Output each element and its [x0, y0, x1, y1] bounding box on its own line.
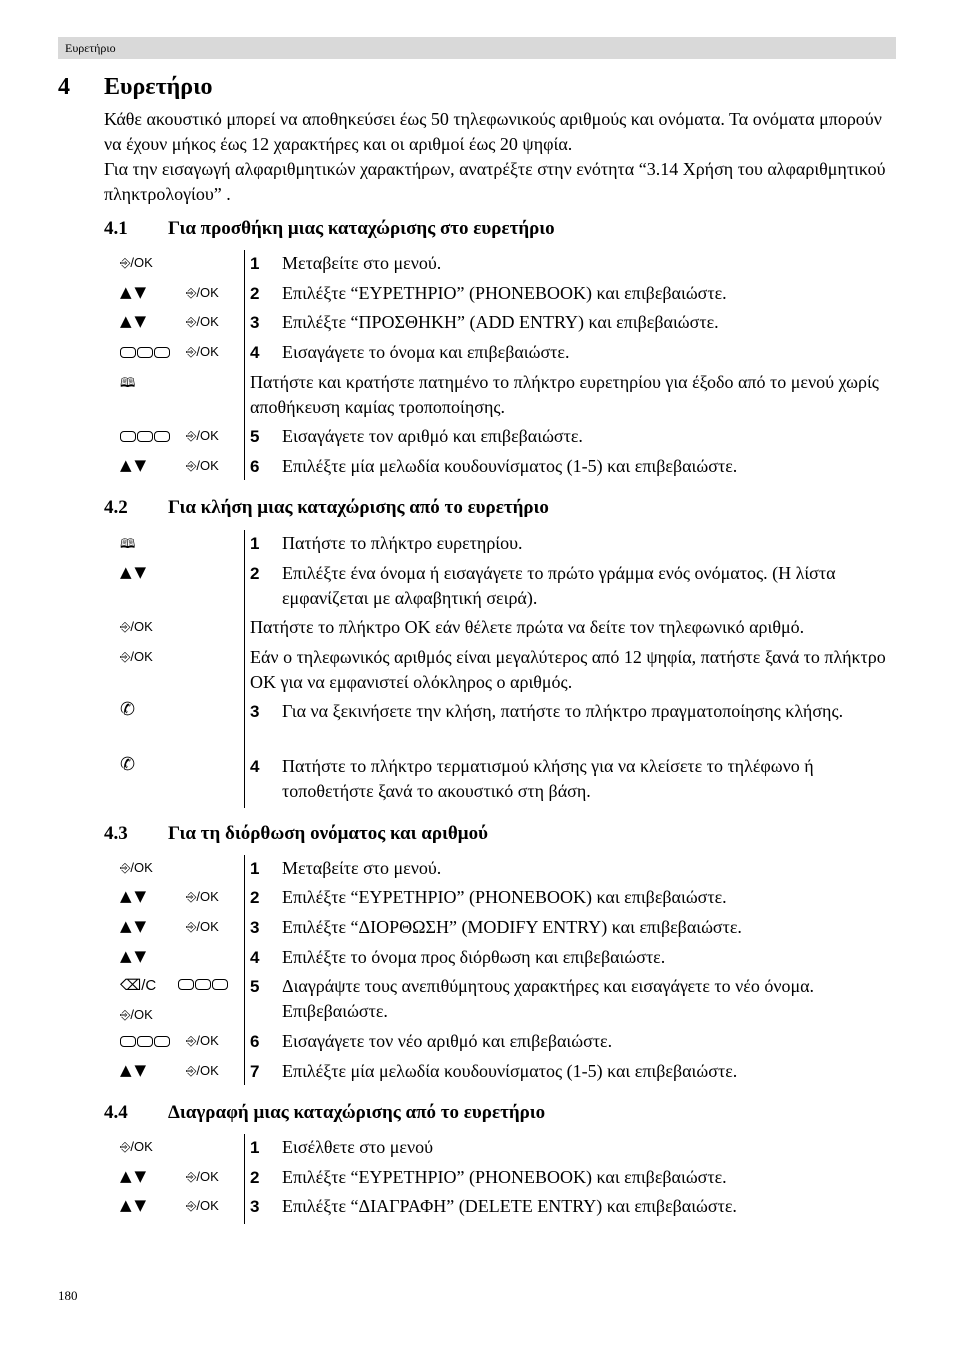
- step-text: Μεταβείτε στο μενού.: [282, 858, 442, 878]
- step-text: Επιλέξτε “ΠΡΟΣΘΗΚΗ” (ADD ENTRY) και επιβεβαιώστε.: [282, 312, 719, 332]
- step-text: Εισαγάγετε τον αριθμό και επιβεβαιώστε.: [282, 426, 583, 446]
- step-text: Επιλέξτε “ΔΙΑΓΡΑΦΗ” (DELETE ENTRY) και επιβεβαιώστε.: [282, 1196, 737, 1216]
- step-number: 6: [250, 457, 260, 476]
- ok-key-icon: ⎆/OK: [120, 1139, 153, 1154]
- intro-paragraph-1: Κάθε ακουστικό μπορεί να αποθηκεύσει έως 50 τηλεφωνικούς αριθμούς και ονόματα. Τα ονόματα μπορούν να έχουν μήκος έως 12 χαρακτήρες και οι αριθμοί έως 20 ψηφία.: [104, 109, 882, 154]
- step-text: Επιλέξτε μία μελωδία κουδουνίσματος (1-5) και επιβεβαιώστε.: [282, 1061, 738, 1081]
- chapter-title: [58, 74, 213, 101]
- section-title-4-1: [104, 218, 555, 240]
- step-number: 3: [250, 702, 260, 721]
- page-number: 180: [58, 1288, 78, 1303]
- ok-key-icon: ⎆/OK: [186, 1033, 219, 1048]
- step-number: 3: [250, 918, 260, 937]
- step-number: 1: [250, 534, 260, 553]
- phonebook-icon: 🕮: [120, 376, 136, 391]
- up-down-arrows-icon: ▲▼: [120, 456, 150, 474]
- ok-key-icon: ⎆/OK: [186, 344, 219, 359]
- keypad-keys-icon: [120, 1033, 171, 1048]
- note-text: Πατήστε και κρατήστε πατημένο το πλήκτρο ευρετηρίου για έξοδο από το μενού χωρίς αποθήκευση καμίας τροποποίησης.: [250, 372, 879, 417]
- step-text: Για να ξεκινήσετε την κλήση, πατήστε το πλήκτρο πραγματοποίησης κλήσης.: [282, 701, 844, 721]
- section-title-4-3: [104, 823, 488, 845]
- section-number: 4.2: [104, 497, 128, 518]
- ok-key-icon: ⎆/OK: [186, 458, 219, 473]
- step-number: 4: [250, 948, 260, 967]
- section-number: 4.3: [104, 823, 128, 844]
- ok-key-icon: ⎆/OK: [186, 919, 219, 934]
- step-text: Εισαγάγετε το όνομα και επιβεβαιώστε.: [282, 342, 570, 362]
- chapter-title-text: Ευρετήριο: [104, 74, 213, 100]
- step-text: Διαγράψτε τους ανεπιθύμητους χαρακτήρες και εισαγάγετε το νέο όνομα. Επιβεβαιώστε.: [282, 976, 815, 1021]
- ok-key-icon: ⎆/OK: [120, 255, 153, 270]
- ok-key-icon: ⎆/OK: [186, 1063, 219, 1078]
- up-down-arrows-icon: ▲▼: [120, 1196, 150, 1214]
- step-text: Εισέλθετε στο μενού: [282, 1137, 433, 1157]
- up-down-arrows-icon: ▲▼: [120, 917, 150, 935]
- chapter-number: 4: [58, 74, 70, 100]
- up-down-arrows-icon: ▲▼: [120, 563, 150, 581]
- intro: [104, 107, 894, 207]
- ok-key-icon: ⎆/OK: [186, 428, 219, 443]
- step-number: 5: [250, 977, 260, 996]
- step-number: 4: [250, 757, 260, 776]
- call-key-icon: ✆: [120, 699, 136, 720]
- step-text: Επιλέξτε το όνομα προς διόρθωση και επιβεβαιώστε.: [282, 947, 666, 967]
- step-number: 5: [250, 427, 260, 446]
- ok-key-icon: ⎆/OK: [186, 1198, 219, 1213]
- up-down-arrows-icon: ▲▼: [120, 947, 150, 965]
- step-number: 1: [250, 859, 260, 878]
- step-number: 6: [250, 1032, 260, 1051]
- section-title-text: Διαγραφή μιας καταχώρισης από το ευρετήριο: [168, 1102, 546, 1123]
- step-text: Επιλέξτε “ΕΥΡΕΤΗΡΙΟ” (PHONEBOOK) και επιβεβαιώστε.: [282, 1167, 727, 1187]
- step-text: Επιλέξτε ένα όνομα ή εισαγάγετε το πρώτο γράμμα ενός ονόματος. (Η λίστα εμφανίζεται με αλφαβητική σειρά).: [282, 563, 836, 608]
- divider-line: [244, 855, 245, 1085]
- keypad-keys-icon: [120, 344, 171, 359]
- section-title-4-2: [104, 497, 549, 519]
- ok-key-icon: ⎆/OK: [186, 314, 219, 329]
- step-number: 2: [250, 1168, 260, 1187]
- ok-key-icon: ⎆/OK: [120, 619, 153, 634]
- step-number: 7: [250, 1062, 260, 1081]
- up-down-arrows-icon: ▲▼: [120, 887, 150, 905]
- divider-line: [244, 250, 245, 480]
- up-down-arrows-icon: ▲▼: [120, 1167, 150, 1185]
- phonebook-icon: 🕮: [120, 537, 136, 552]
- ok-key-icon: ⎆/OK: [186, 1169, 219, 1184]
- up-down-arrows-icon: ▲▼: [120, 1061, 150, 1079]
- step-text: Πατήστε το πλήκτρο ευρετηρίου.: [282, 533, 523, 553]
- step-text: Επιλέξτε μία μελωδία κουδουνίσματος (1-5) και επιβεβαιώστε.: [282, 456, 738, 476]
- divider-line: [244, 1134, 245, 1224]
- intro-paragraph-2: Για την εισαγωγή αλφαριθμητικών χαρακτήρων, ανατρέξτε στην ενότητα “3.14 Χρήση του αλφαριθμητικού πληκτρολογίου” .: [104, 159, 886, 204]
- step-number: 3: [250, 313, 260, 332]
- step-text: Επιλέξτε “ΕΥΡΕΤΗΡΙΟ” (PHONEBOOK) και επιβεβαιώστε.: [282, 283, 727, 303]
- note-text: Εάν ο τηλεφωνικός αριθμός είναι μεγαλύτερος από 12 ψηφία, πατήστε ξανά το πλήκτρο OK για να εμφανιστεί ολόκληρος ο αριθμός.: [250, 647, 886, 692]
- up-down-arrows-icon: ▲▼: [120, 283, 150, 301]
- ok-key-icon: ⎆/OK: [186, 889, 219, 904]
- step-text: Επιλέξτε “ΔΙΟΡΘΩΣΗ” (MODIFY ENTRY) και επιβεβαιώστε.: [282, 917, 742, 937]
- step-text: Πατήστε το πλήκτρο τερματισμού κλήσης για να κλείσετε το τηλέφωνο ή τοποθετήστε ξανά το ακουστικό στη βάση.: [282, 756, 814, 801]
- section-title-text: Για κλήση μιας καταχώρισης από το ευρετήριο: [168, 497, 549, 518]
- section-title-text: Για τη διόρθωση ονόματος και αριθμού: [168, 823, 488, 844]
- running-header-text: Ευρετήριο: [65, 41, 116, 55]
- keypad-keys-icon: [120, 428, 171, 443]
- section-title-text: Για προσθήκη μιας καταχώρισης στο ευρετήριο: [168, 218, 555, 239]
- ok-key-icon: ⎆/OK: [186, 285, 219, 300]
- step-number: 2: [250, 564, 260, 583]
- erase-key-icon: ⌫/C: [120, 977, 157, 994]
- ok-key-icon: ⎆/OK: [120, 860, 153, 875]
- section-title-4-4: [104, 1102, 545, 1124]
- end-call-key-icon: ✆: [120, 754, 136, 775]
- step-number: 3: [250, 1197, 260, 1216]
- step-number: 4: [250, 343, 260, 362]
- step-number: 1: [250, 1138, 260, 1157]
- up-down-arrows-icon: ▲▼: [120, 312, 150, 330]
- section-number: 4.4: [104, 1102, 128, 1123]
- running-header: [58, 37, 896, 59]
- step-text: Μεταβείτε στο μενού.: [282, 253, 442, 273]
- ok-key-icon: ⎆/OK: [120, 649, 153, 664]
- section-number: 4.1: [104, 218, 128, 239]
- step-text: Εισαγάγετε τον νέο αριθμό και επιβεβαιώστε.: [282, 1031, 613, 1051]
- step-number: 1: [250, 254, 260, 273]
- keypad-keys-icon: [178, 976, 229, 991]
- note-text: Πατήστε το πλήκτρο OK εάν θέλετε πρώτα να δείτε τον τηλεφωνικό αριθμό.: [250, 617, 805, 637]
- step-text: Επιλέξτε “ΕΥΡΕΤΗΡΙΟ” (PHONEBOOK) και επιβεβαιώστε.: [282, 887, 727, 907]
- step-number: 2: [250, 888, 260, 907]
- divider-line: [244, 530, 245, 808]
- ok-key-icon: ⎆/OK: [120, 1007, 153, 1022]
- step-number: 2: [250, 284, 260, 303]
